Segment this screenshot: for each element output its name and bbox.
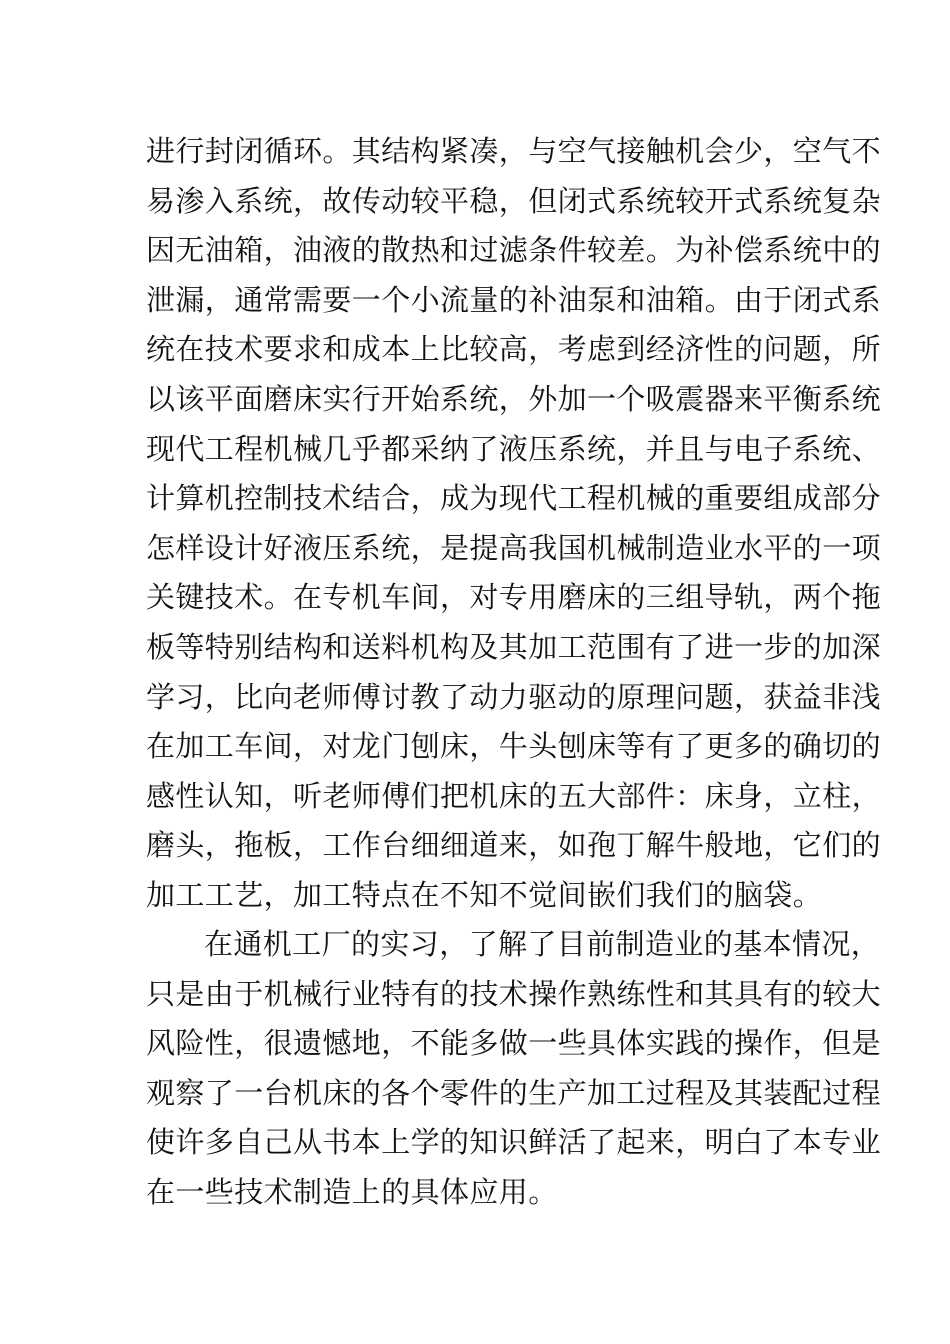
paragraph-2	[146, 920, 882, 1218]
text-line: 进行封闭循环。其结构紧凑，与空气接触机会少，空气不	[146, 134, 882, 168]
text-line: 统在技术要求和成本上比较高，考虑到经济性的问题，所	[146, 332, 882, 367]
text-line: 计算机控制技术结合，成为现代工程机械的重要组成部分	[146, 481, 882, 516]
text-line: 关键技术。在专机车间，对专用磨床的三组导轨，两个拖	[146, 580, 882, 615]
text-line: 在加工车间，对龙门刨床，牛头刨床等有了更多的确切的	[146, 729, 882, 764]
text-line: 在通机工厂的实习，了解了目前制造业的基本情况，	[204, 927, 881, 961]
text-line: 使许多自己从书本上学的知识鲜活了起来，明白了本专业	[146, 1125, 882, 1160]
text-line: 学习，比向老师傅讨教了动力驱动的原理问题，获益非浅	[146, 679, 882, 714]
text-line: 以该平面磨床实行开始系统，外加一个吸震器来平衡系统	[146, 381, 882, 416]
text-line: 泄漏，通常需要一个小流量的补油泵和油箱。由于闭式系	[146, 282, 882, 317]
text-line: 观察了一台机床的各个零件的生产加工过程及其装配过程	[146, 1075, 882, 1110]
text-line: 现代工程机械几乎都采纳了液压系统，并且与电子系统、	[146, 431, 882, 466]
text-line: 风险性，很遗憾地，不能多做一些具体实践的操作，但是	[146, 1026, 882, 1061]
text-line: 怎样设计好液压系统，是提高我国机械制造业水平的一项	[146, 530, 882, 565]
paragraph-1	[146, 127, 882, 921]
text-line: 在一些技术制造上的具体应用。	[146, 1174, 558, 1209]
text-line: 加工工艺，加工特点在不知不觉间嵌们我们的脑袋。	[146, 877, 823, 912]
text-line: 磨头，拖板，工作台细细道来，如孢丁解牛般地，它们的	[146, 828, 882, 863]
text-line: 感性认知，听老师傅们把机床的五大部件：床身，立柱，	[146, 778, 882, 813]
text-line: 易渗入系统，故传动较平稳，但闭式系统较开式系统复杂	[146, 183, 882, 218]
text-line: 只是由于机械行业特有的技术操作熟练性和其具有的较大	[146, 976, 882, 1011]
text-line: 板等特别结构和送料机构及其加工范围有了进一步的加深	[146, 629, 882, 664]
text-line: 因无油箱，油液的散热和过滤条件较差。为补偿系统中的	[146, 233, 882, 268]
